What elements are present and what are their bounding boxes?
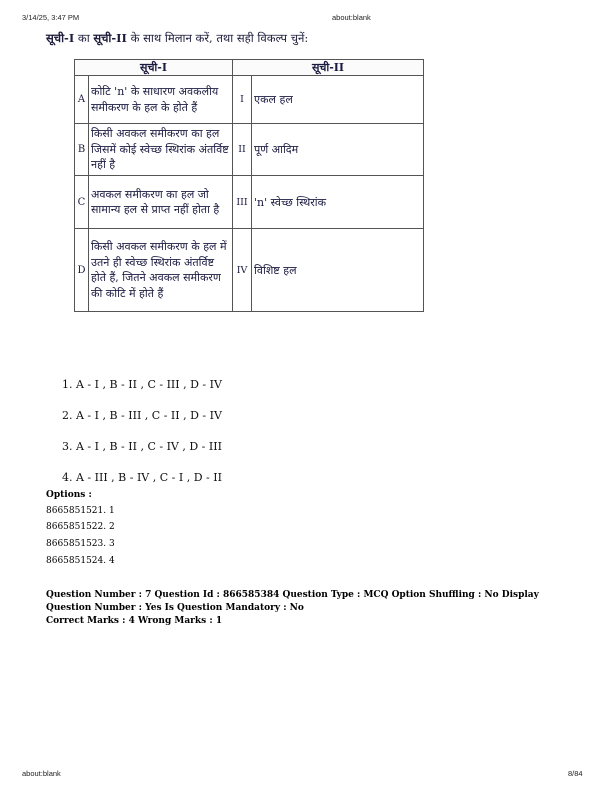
row-label: A — [75, 76, 89, 124]
print-url: about:blank — [332, 13, 371, 22]
answer-option-3[interactable]: 3. A - I , B - II , C - IV , D - III — [62, 440, 222, 453]
question-meta: Question Number : 7 Question Id : 866585384 Question Type : MCQ Option Shuffling : No Display Question Number : Yes Is Question Mandatory : No — [46, 590, 539, 613]
list1-item: किसी अवकल समीकरण के हल में उतने ही स्वेच्छ स्थिरांक अंतर्विष्ट होते हैं, जितने अवकल समीकरण की कोटि में होते हैं — [89, 229, 233, 312]
row-label: C — [75, 176, 89, 229]
match-table — [74, 59, 424, 312]
list1-item: अवकल समीकरण का हल जो सामान्य हल से प्राप्त नहीं होता है — [89, 176, 233, 229]
page-number: 8/84 — [568, 769, 583, 778]
footer-url: about:blank — [22, 769, 61, 778]
option-id: 8665851522. 2 — [46, 522, 115, 532]
table-row — [75, 124, 424, 176]
answer-option-1[interactable]: 1. A - I , B - II , C - III , D - IV — [62, 378, 222, 391]
question-marks: Correct Marks : 4 Wrong Marks : 1 — [46, 616, 223, 626]
list1-label: सूची-I — [46, 31, 75, 45]
options-label: Options : — [46, 490, 92, 500]
row-numeral: I — [233, 76, 252, 124]
option-id: 8665851524. 4 — [46, 556, 115, 566]
list2-header: सूची-II — [233, 60, 424, 76]
option-id: 8665851521. 1 — [46, 506, 115, 516]
title-instruction-text: के साथ मिलान करें, तथा सही विकल्प चुनें: — [126, 31, 309, 45]
row-label: D — [75, 229, 89, 312]
list1-item: किसी अवकल समीकरण का हल जिसमें कोई स्वेच्छ स्थिरांक अंतर्विष्ट नहीं है — [89, 124, 233, 176]
list1-item: कोटि 'n' के साधारण अवकलीय समीकरण के हल के होते हैं — [89, 76, 233, 124]
list2-item: पूर्ण आदिम — [252, 124, 424, 176]
row-numeral: IV — [233, 229, 252, 312]
list2-item: 'n' स्वेच्छ स्थिरांक — [252, 176, 424, 229]
row-numeral: II — [233, 124, 252, 176]
title-connector: का — [74, 31, 94, 45]
answer-option-2[interactable]: 2. A - I , B - III , C - II , D - IV — [62, 409, 222, 422]
list2-label: सूची-II — [93, 31, 127, 45]
row-numeral: III — [233, 176, 252, 229]
question-instruction — [46, 31, 308, 46]
next-question-info — [46, 589, 566, 628]
option-id: 8665851523. 3 — [46, 539, 115, 549]
print-datetime: 3/14/25, 3:47 PM — [22, 13, 80, 22]
table-row — [75, 176, 424, 229]
row-label: B — [75, 124, 89, 176]
table-row — [75, 229, 424, 312]
list1-header: सूची-I — [75, 60, 233, 76]
answer-option-4[interactable]: 4. A - III , B - IV , C - I , D - II — [62, 471, 222, 484]
list2-item: एकल हल — [252, 76, 424, 124]
list2-item: विशिष्ट हल — [252, 229, 424, 312]
table-row — [75, 76, 424, 124]
